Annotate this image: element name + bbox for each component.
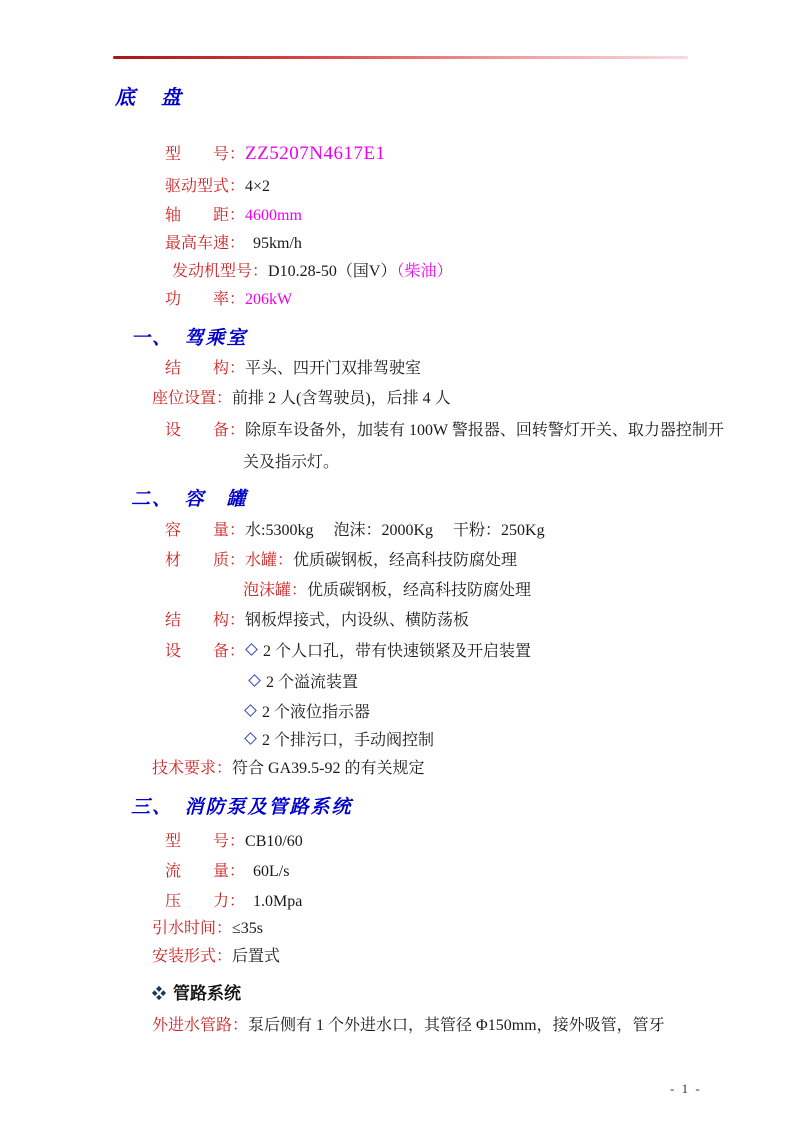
tank-equipment-row-3 — [244, 702, 370, 724]
piping-system-heading-row — [152, 983, 241, 1006]
engine-model-label: 发动机型号： — [172, 263, 269, 280]
max-speed-value: 95km/h — [245, 235, 302, 252]
diamond-bullet-icon — [244, 704, 257, 717]
seats-value: 前排 2 人(含驾驶员)，后排 4 人 — [232, 390, 451, 407]
tank-structure-row — [165, 610, 469, 632]
max-speed-label: 最高车速： — [165, 235, 246, 252]
priming-time-label: 引水时间： — [152, 920, 233, 937]
section1-heading: 一、 驾乘室 — [131, 328, 248, 349]
pressure-row — [165, 891, 302, 913]
tech-requirement-row — [152, 758, 424, 780]
water-tank-label: 水罐： — [245, 552, 294, 569]
diamond-bullet-icon — [245, 643, 258, 656]
engine-model-value: D10.28-50（国V） — [268, 263, 397, 280]
pump-model-label: 型 号： — [165, 833, 246, 850]
chassis-title: 底 盘 — [115, 87, 184, 109]
diamond-bullet-icon — [248, 674, 261, 687]
cab-structure-row — [165, 358, 421, 380]
drive-type-row — [165, 176, 270, 198]
model-value: ZZ5207N4617E1 — [245, 143, 386, 164]
engine-model-row — [172, 261, 452, 283]
tech-requirement-value: 符合 GA39.5-92 的有关规定 — [232, 760, 425, 777]
material-row — [165, 550, 517, 572]
flow-value: 60L/s — [245, 863, 290, 880]
drive-type-label: 驱动型式： — [165, 178, 246, 195]
section3-heading: 三、 消防泵及管路系统 — [131, 797, 353, 818]
tank-equipment-row — [165, 641, 531, 663]
mount-type-label: 安装形式： — [152, 948, 233, 965]
cab-equipment-value-line2: 关及指示灯。 — [243, 454, 340, 471]
wheelbase-row — [165, 205, 302, 227]
cab-equipment-value-line1: 除原车设备外，加装有 100W 警报器、回转警灯开关、取力器控制开 — [245, 422, 724, 439]
tank-equipment-item-1: 2 个人口孔，带有快速锁紧及开启装置 — [263, 643, 532, 660]
tank-equipment-row-4 — [244, 730, 434, 752]
model-row — [165, 143, 386, 166]
foam-tank-value: 优质碳钢板，经高科技防腐处理 — [307, 582, 532, 599]
tech-requirement-label: 技术要求： — [152, 760, 233, 777]
tank-equipment-item-3: 2 个液位指示器 — [262, 704, 371, 721]
material-label: 材 质： — [165, 552, 246, 569]
pump-model-row — [165, 831, 303, 853]
power-label: 功 率： — [165, 291, 246, 308]
tank-equipment-row-2 — [248, 672, 358, 694]
section2-heading: 二、 容 罐 — [131, 489, 248, 510]
capacity-row — [165, 520, 545, 542]
cab-equipment-label: 设 备： — [165, 422, 246, 439]
tank-structure-label: 结 构： — [165, 612, 246, 629]
diamond-bullet-icon — [244, 732, 257, 745]
engine-fuel-value: （柴油） — [396, 263, 453, 280]
mount-type-value: 后置式 — [232, 948, 281, 965]
cab-equipment-row-continued — [243, 452, 339, 474]
pressure-label: 压 力： — [165, 893, 246, 910]
piping-system-heading: 管路系统 — [173, 984, 241, 1003]
capacity-value: 水:5300kg 泡沫：2000Kg 干粉：250Kg — [245, 522, 545, 539]
foam-tank-row — [243, 580, 531, 602]
tank-structure-value: 钢板焊接式，内设纵、横防荡板 — [245, 612, 470, 629]
external-inlet-row — [152, 1015, 665, 1037]
power-value: 206kW — [245, 291, 293, 308]
capacity-label: 容 量： — [165, 522, 246, 539]
seats-label: 座位设置： — [152, 390, 233, 407]
tank-equipment-item-4: 2 个排污口，手动阀控制 — [262, 732, 435, 749]
priming-time-value: ≤35s — [232, 920, 264, 937]
pump-model-value: CB10/60 — [245, 833, 303, 850]
water-tank-value: 优质碳钢板，经高科技防腐处理 — [293, 552, 518, 569]
power-row — [165, 289, 292, 311]
cab-structure-value: 平头、四开门双排驾驶室 — [245, 360, 422, 377]
mount-type-row — [152, 946, 280, 968]
wheelbase-label: 轴 距： — [165, 207, 246, 224]
seats-row — [152, 388, 451, 410]
solid-diamond-bullet-icon — [152, 986, 166, 1000]
cab-structure-label: 结 构： — [165, 360, 246, 377]
page-number: - 1 - — [670, 1081, 702, 1096]
external-inlet-label: 外进水管路： — [152, 1017, 249, 1034]
wheelbase-value: 4600mm — [245, 207, 302, 224]
tank-equipment-item-2: 2 个溢流装置 — [266, 674, 359, 691]
foam-tank-label: 泡沫罐： — [243, 582, 308, 599]
top-rule-divider — [113, 56, 688, 59]
external-inlet-value: 泵后侧有 1 个外进水口，其管径 Φ150mm，接外吸管，管牙 — [248, 1017, 665, 1034]
priming-time-row — [152, 918, 263, 940]
model-label: 型 号： — [165, 146, 246, 163]
tank-equipment-label: 设 备： — [165, 643, 246, 660]
cab-equipment-row — [165, 420, 724, 442]
drive-type-value: 4×2 — [245, 178, 271, 195]
max-speed-row — [165, 233, 302, 255]
pressure-value: 1.0Mpa — [245, 893, 303, 910]
flow-row — [165, 861, 289, 883]
flow-label: 流 量： — [165, 863, 246, 880]
